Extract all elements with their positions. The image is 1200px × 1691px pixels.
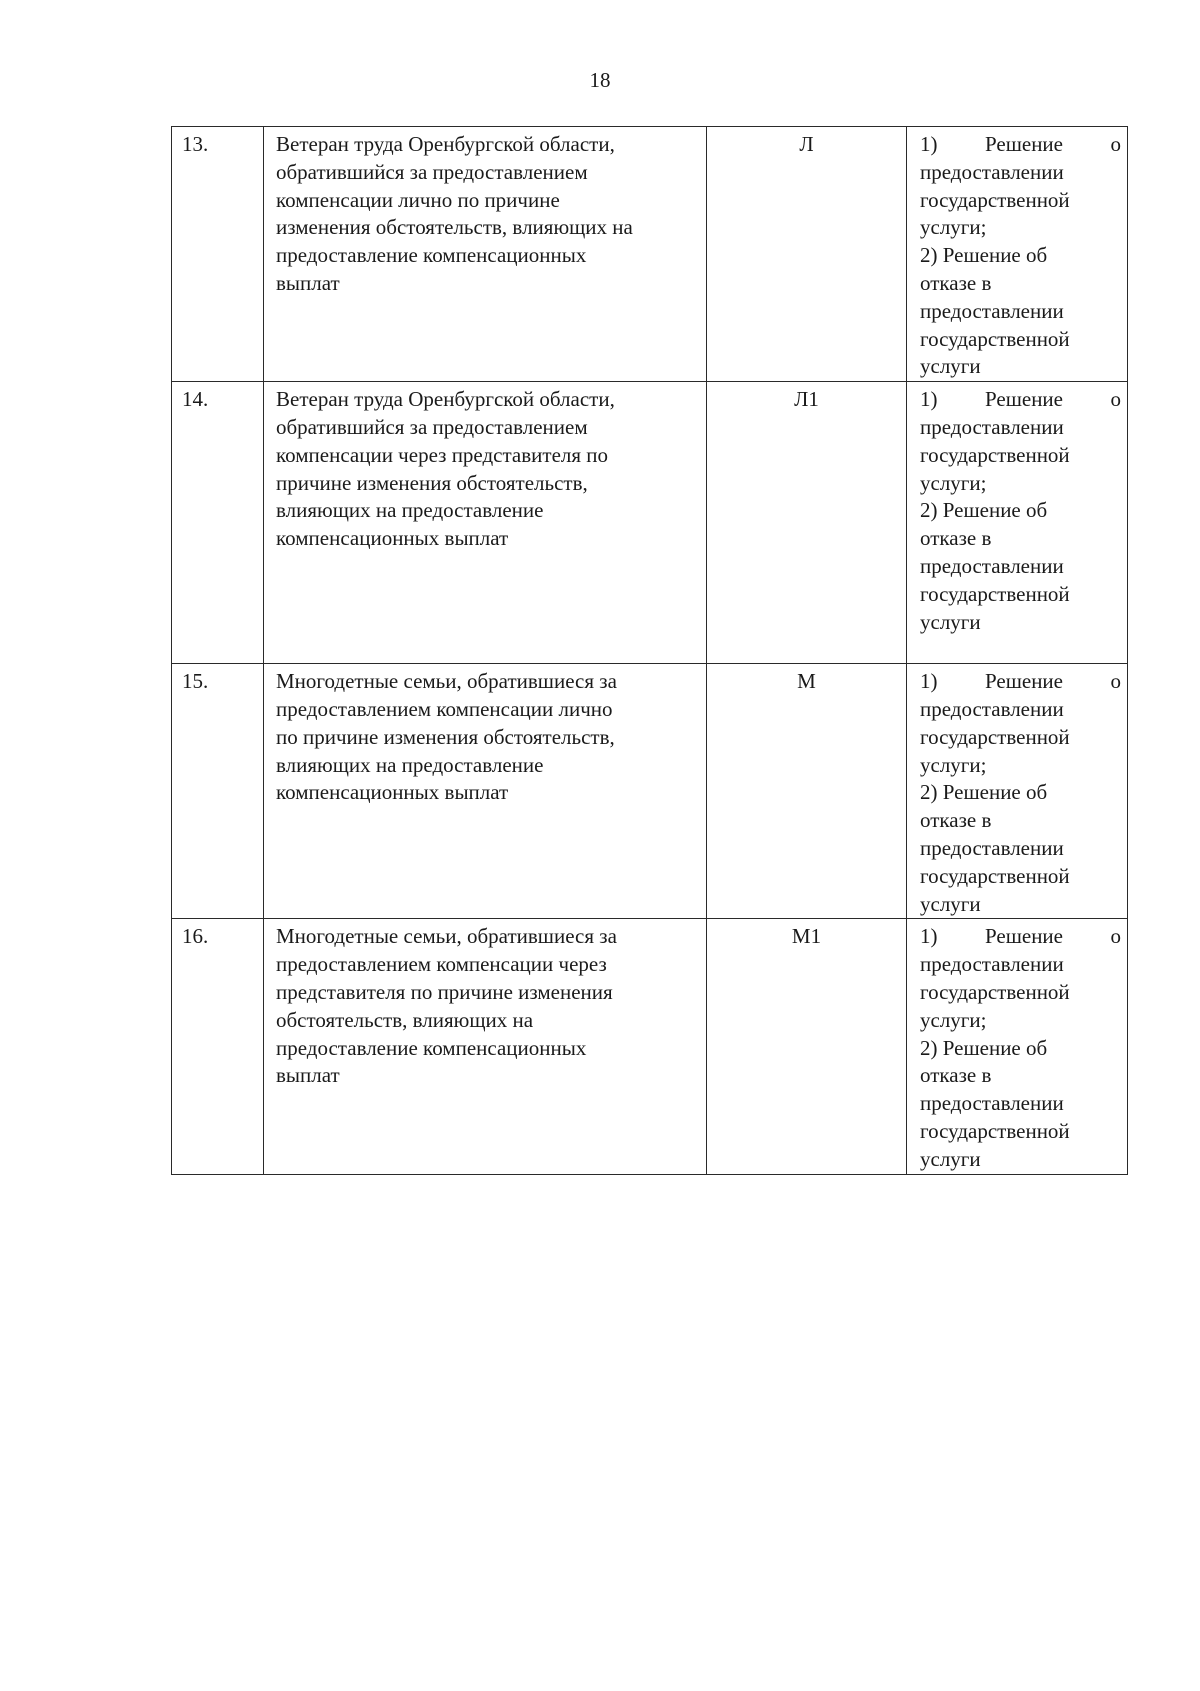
result-first-line (920, 668, 1121, 696)
result-word: 1) (920, 669, 938, 694)
text-line: предоставлении (920, 553, 1064, 578)
text-line: предоставлении (920, 696, 1064, 721)
text-line: 2) Решение об (920, 1035, 1048, 1060)
text-line: влияющих на предоставление (276, 498, 544, 523)
text-line: государственной (920, 581, 1070, 606)
text-line: предоставление компенсационных (276, 243, 587, 268)
text-line: предоставлением компенсации через (276, 952, 607, 977)
service-result (907, 382, 1128, 664)
text-line: государственной (920, 863, 1070, 888)
text-line: предоставлении (920, 835, 1064, 860)
row-number: 13. (172, 127, 264, 382)
text-line: предоставлении (920, 159, 1064, 184)
text-line: государственной (920, 326, 1070, 351)
text-line: компенсации лично по причине (276, 187, 560, 212)
text-line: услуги; (920, 1007, 987, 1032)
row-number: 15. (172, 664, 264, 919)
text-line: по причине изменения обстоятельств, (276, 724, 615, 749)
text-line: 2) Решение об (920, 780, 1048, 805)
text-line: причине изменения обстоятельств, (276, 470, 588, 495)
text-line: представителя по причине изменения (276, 979, 613, 1004)
text-line: выплат (276, 270, 340, 295)
text-line: обстоятельств, влияющих на (276, 1007, 534, 1032)
category-code: М1 (707, 919, 907, 1175)
text-line: услуги; (920, 752, 987, 777)
text-line: 2) Решение об (920, 498, 1048, 523)
table-row (172, 919, 1128, 1175)
text-line: компенсации через представителя по (276, 442, 609, 467)
result-first-line (920, 131, 1121, 159)
services-table (171, 126, 1128, 1175)
text-line: предоставлением компенсации лично (276, 696, 613, 721)
text-line: изменения обстоятельств, влияющих на (276, 215, 633, 240)
text-line: выплат (276, 1063, 340, 1088)
row-number: 14. (172, 382, 264, 664)
text-line: государственной (920, 724, 1070, 749)
page-number: 18 (589, 68, 611, 92)
result-word: о (1110, 924, 1121, 949)
table-row (172, 382, 1128, 664)
result-first-line (920, 923, 1121, 951)
applicant-description (264, 919, 707, 1175)
result-first-line (920, 386, 1121, 414)
text-line: отказе в (920, 526, 992, 551)
text-line: услуги (920, 1146, 981, 1171)
text-line: Ветеран труда Оренбургской области, (276, 132, 615, 156)
text-line: компенсационных выплат (276, 780, 509, 805)
table-row (172, 664, 1128, 919)
category-code: Л (707, 127, 907, 382)
text-line: предоставлении (920, 1091, 1064, 1116)
result-word: 1) (920, 387, 938, 412)
text-line: Многодетные семьи, обратившиеся за (276, 924, 617, 949)
text-line: услуги (920, 609, 981, 634)
text-line: отказе в (920, 808, 992, 833)
result-word: Решение (984, 924, 1063, 949)
result-word: о (1110, 387, 1121, 412)
service-result (907, 127, 1128, 382)
text-line: влияющих на предоставление (276, 752, 544, 777)
text-line: услуги; (920, 215, 987, 240)
service-result (907, 664, 1128, 919)
text-line: предоставлении (920, 298, 1064, 323)
text-line: отказе в (920, 1063, 992, 1088)
result-word: 1) (920, 132, 938, 156)
result-word: Решение (984, 387, 1063, 412)
result-word: 1) (920, 924, 938, 949)
text-line: предоставлении (920, 952, 1064, 977)
text-line: услуги; (920, 470, 987, 495)
text-line: услуги (920, 354, 981, 379)
text-line: компенсационных выплат (276, 526, 509, 551)
text-line: государственной (920, 1118, 1070, 1143)
text-line: Ветеран труда Оренбургской области, (276, 387, 615, 412)
result-word: Решение (984, 669, 1063, 694)
text-line: 2) Решение об (920, 243, 1048, 268)
row-number: 16. (172, 919, 264, 1175)
result-word: о (1110, 669, 1121, 694)
text-line: отказе в (920, 270, 992, 295)
result-word: Решение (984, 132, 1063, 156)
text-line: обратившийся за предоставлением (276, 159, 588, 184)
text-line: государственной (920, 442, 1070, 467)
category-code: М (707, 664, 907, 919)
text-line: государственной (920, 979, 1070, 1004)
table-row (172, 127, 1128, 382)
service-result (907, 919, 1128, 1175)
applicant-description (264, 664, 707, 919)
text-line: обратившийся за предоставлением (276, 414, 588, 439)
applicant-description (264, 382, 707, 664)
category-code: Л1 (707, 382, 907, 664)
result-word: о (1110, 132, 1121, 156)
text-line: Многодетные семьи, обратившиеся за (276, 669, 617, 694)
text-line: предоставлении (920, 414, 1064, 439)
text-line: предоставление компенсационных (276, 1035, 587, 1060)
text-line: услуги (920, 891, 981, 916)
text-line: государственной (920, 187, 1070, 212)
applicant-description (264, 127, 707, 382)
